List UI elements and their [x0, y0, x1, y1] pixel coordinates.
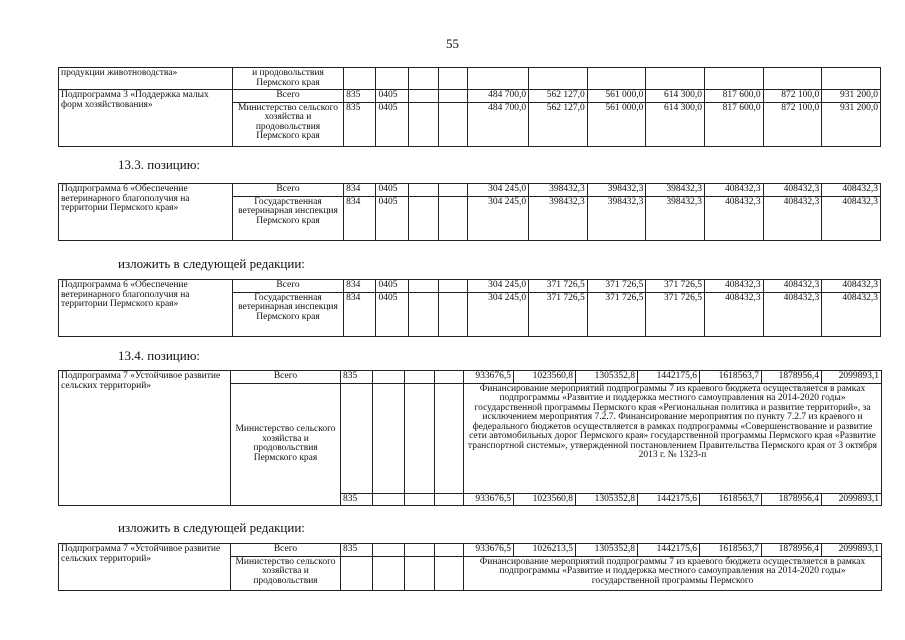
value: 614 300,0 — [646, 102, 705, 146]
budget-table-subprogram-6-old — [58, 183, 881, 241]
value: 931 200,0 — [822, 102, 881, 146]
value: 2099893,1 — [822, 544, 882, 557]
value: 371 726,5 — [587, 292, 646, 336]
value: 408432,3 — [705, 292, 764, 336]
table-row — [59, 184, 881, 197]
value: 933676,5 — [464, 371, 514, 384]
value: 1023560,8 — [514, 493, 576, 506]
page-number: 55 — [446, 36, 459, 51]
organization: Государственная ветеринарная инспекция Пермского края — [232, 196, 343, 240]
value: 2099893,1 — [822, 371, 882, 384]
grbs-code: 834 — [344, 292, 376, 336]
section-heading: 13.3. позицию: — [118, 157, 201, 172]
value: 614 300,0 — [646, 90, 705, 103]
value: 408432,3 — [822, 196, 881, 240]
value: 1305352,8 — [576, 544, 638, 557]
value: 408432,3 — [763, 196, 822, 240]
value: 1618563,7 — [700, 493, 762, 506]
value: 371 726,5 — [529, 280, 588, 293]
value: 484 700,0 — [468, 90, 529, 103]
organization: Министерство сельского хозяйства и продовольствия Пермского края — [231, 383, 341, 506]
value: 398432,3 — [646, 184, 705, 197]
section-code: 0405 — [376, 292, 408, 336]
organization: Государственная ветеринарная инспекция Пермского края — [232, 292, 343, 336]
financing-note: Финансирование мероприятий подпрограммы 7 из краевого бюджета осуществляется в рамках подпрограммы «Развитие и поддержка местного самоуправления на 2014-2020 годы» государственной программы Пермского края «Региональная политика и развитие территорий», за исключением мероприятия 7.2.7. Финансирование мероприятия по пункту 7.2.7 из краевого и федерального бюджетов осуществляется в рамках подпрограммы «Совершенствование и развитие сети автомобильных дорог Пермского края» государственной программы Пермского края «Развитие транспортной системы», утвержденной постановлением Правительства Пермского края от 3 октября 2013 г. № 1323-п — [464, 383, 882, 493]
value: 1305352,8 — [576, 493, 638, 506]
value: 561 000,0 — [587, 90, 646, 103]
value: 408432,3 — [822, 292, 881, 336]
organization: и продовольствия Пермского края — [232, 68, 343, 90]
organization: Всего — [232, 90, 343, 103]
budget-table-subprogram-3 — [58, 67, 881, 147]
value: 1878956,4 — [762, 544, 822, 557]
value: 408432,3 — [763, 280, 822, 293]
subprogram-name: Подпрограмма 7 «Устойчивое развитие сельских территорий» — [59, 544, 231, 591]
organization: Министерство сельского хозяйства и продовольствия — [231, 556, 341, 590]
organization: Всего — [232, 184, 343, 197]
value: 1618563,7 — [700, 371, 762, 384]
section-code: 0405 — [376, 90, 408, 103]
subprogram-name: продукции животноводства» — [59, 68, 233, 90]
grbs-code: 835 — [344, 102, 376, 146]
section-code: 0405 — [376, 280, 408, 293]
value: 872 100,0 — [763, 90, 822, 103]
value: 1878956,4 — [762, 371, 822, 384]
value: 1442175,6 — [638, 371, 700, 384]
budget-table-subprogram-7-old — [58, 370, 882, 506]
value: 304 245,0 — [468, 292, 529, 336]
value: 562 127,0 — [529, 102, 588, 146]
value: 398432,3 — [529, 196, 588, 240]
table-row — [59, 371, 882, 384]
section-code: 0405 — [376, 102, 408, 146]
value: 371 726,5 — [529, 292, 588, 336]
value: 371 726,5 — [587, 280, 646, 293]
value: 1023560,8 — [514, 371, 576, 384]
organization: Министерство сельского хозяйства и продовольствия Пермского края — [232, 102, 343, 146]
value: 408432,3 — [705, 184, 764, 197]
financing-note: Финансирование мероприятий подпрограммы 7 из краевого бюджета осуществляется в рамках подпрограммы «Развитие и поддержка местного самоуправления на 2014-2020 годы» государственной программы Пермского — [464, 556, 882, 590]
organization: Всего — [232, 280, 343, 293]
value: 398432,3 — [587, 196, 646, 240]
value: 304 245,0 — [468, 280, 529, 293]
grbs-code: 834 — [344, 184, 376, 197]
value: 398432,3 — [646, 196, 705, 240]
subprogram-name: Подпрограмма 3 «Поддержка малых форм хозяйствования» — [59, 90, 233, 147]
organization: Всего — [231, 544, 341, 557]
value: 1878956,4 — [762, 493, 822, 506]
value: 1442175,6 — [638, 493, 700, 506]
grbs-code: 835 — [341, 493, 373, 506]
section-heading: изложить в следующей редакции: — [118, 256, 305, 271]
table-row — [59, 280, 881, 293]
subprogram-name: Подпрограмма 6 «Обеспечение ветеринарного благополучия на территории Пермского края» — [59, 280, 233, 337]
value: 872 100,0 — [763, 102, 822, 146]
value: 817 600,0 — [705, 102, 764, 146]
value: 931 200,0 — [822, 90, 881, 103]
value: 484 700,0 — [468, 102, 529, 146]
value: 1442175,6 — [638, 544, 700, 557]
value: 933676,5 — [464, 493, 514, 506]
section-heading: 13.4. позицию: — [118, 348, 201, 363]
grbs-code: 834 — [344, 280, 376, 293]
section-heading: изложить в следующей редакции: — [118, 520, 305, 535]
table-row — [59, 544, 882, 557]
value: 304 245,0 — [468, 196, 529, 240]
table-row — [59, 90, 881, 103]
grbs-code: 834 — [344, 196, 376, 240]
value: 371 726,5 — [646, 292, 705, 336]
grbs-code: 835 — [344, 90, 376, 103]
organization: Всего — [231, 371, 341, 384]
value: 408432,3 — [705, 196, 764, 240]
value: 304 245,0 — [468, 184, 529, 197]
value: 561 000,0 — [587, 102, 646, 146]
value: 371 726,5 — [646, 280, 705, 293]
value: 408432,3 — [705, 280, 764, 293]
value: 1618563,7 — [700, 544, 762, 557]
value: 933676,5 — [464, 544, 514, 557]
subprogram-name: Подпрограмма 7 «Устойчивое развитие сельских территорий» — [59, 371, 231, 506]
grbs-code: 835 — [341, 544, 373, 557]
value: 2099893,1 — [822, 493, 882, 506]
value: 408432,3 — [763, 184, 822, 197]
section-code: 0405 — [376, 184, 408, 197]
value: 817 600,0 — [705, 90, 764, 103]
budget-table-subprogram-7-new — [58, 543, 882, 591]
value: 1305352,8 — [576, 371, 638, 384]
budget-table-subprogram-6-new — [58, 279, 881, 337]
subprogram-name: Подпрограмма 6 «Обеспечение ветеринарного благополучия на территории Пермского края» — [59, 184, 233, 241]
value: 408432,3 — [822, 184, 881, 197]
value: 562 127,0 — [529, 90, 588, 103]
section-code: 0405 — [376, 196, 408, 240]
value: 408432,3 — [763, 292, 822, 336]
grbs-code: 835 — [341, 371, 373, 384]
value: 398432,3 — [529, 184, 588, 197]
table-row — [59, 68, 881, 90]
value: 408432,3 — [822, 280, 881, 293]
value: 398432,3 — [587, 184, 646, 197]
value: 1026213,5 — [514, 544, 576, 557]
